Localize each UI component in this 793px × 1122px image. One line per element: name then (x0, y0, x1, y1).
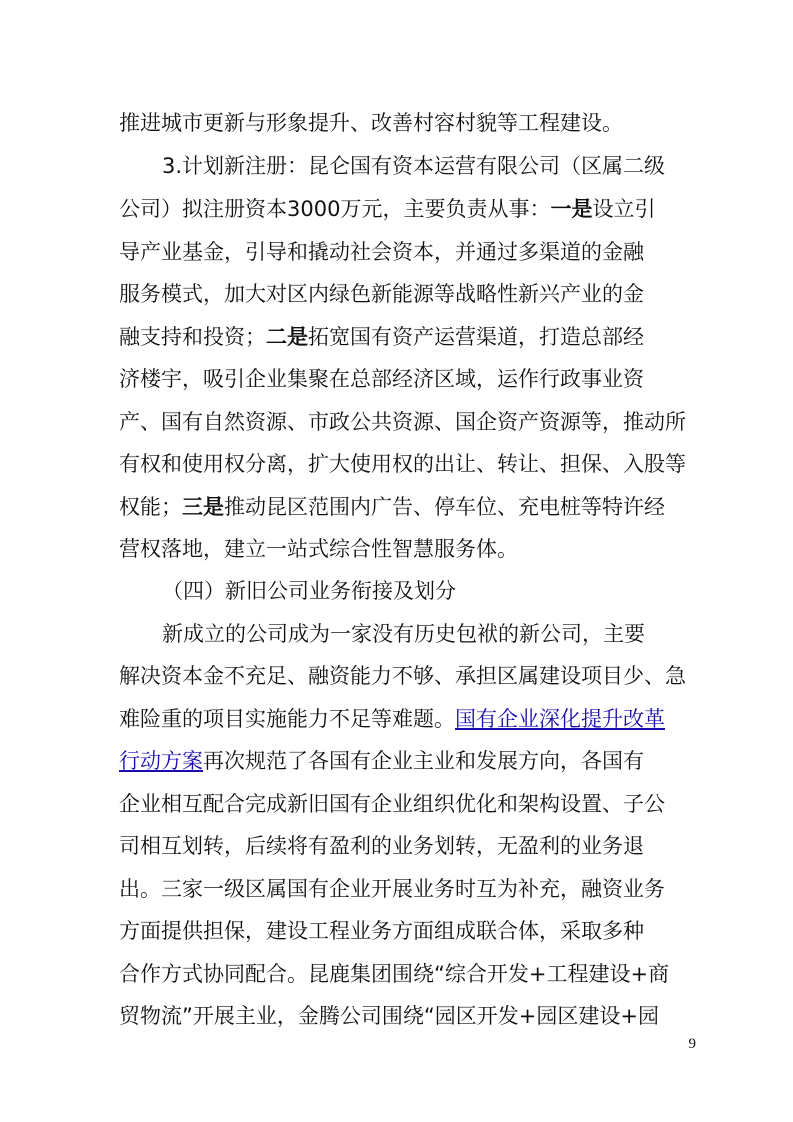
section-heading (0, 570, 793, 612)
text-run: 公司）拟注册资本3000万元，主要负责从事： (119, 197, 551, 221)
bold-marker: 三是 (182, 495, 224, 519)
page-number: 9 (688, 1036, 696, 1052)
text-line (0, 486, 793, 528)
text-line (0, 910, 793, 952)
text-run: 权能； (119, 495, 182, 519)
text-run: 推进城市更新与形象提升、改善村容村貌等工程建设。 (119, 111, 623, 135)
reform-plan-link[interactable]: 行动方案 (119, 749, 203, 773)
text-run: 贸物流”开展主业，金腾公司围绕“园区开发+园区建设+园 (119, 1004, 659, 1028)
text-line (0, 825, 793, 867)
text-line (0, 102, 793, 144)
text-run: 司相互划转，后续将有盈利的业务划转，无盈利的业务退 (119, 834, 644, 858)
text-line (0, 145, 793, 187)
bold-marker: 一是 (550, 197, 593, 221)
text-run: 难险重的项目实施能力不足等难题。 (119, 707, 455, 731)
text-run: 设立引 (592, 197, 656, 221)
text-line (0, 273, 793, 315)
section-heading-text: （四）新旧公司业务衔接及划分 (162, 579, 456, 603)
text-line (0, 655, 793, 697)
text-run: 济楼宇，吸引企业集聚在总部经济区域，运作行政事业资 (119, 367, 644, 391)
text-run: 产、国有自然资源、市政公共资源、国企资产资源等，推动所 (119, 410, 686, 434)
text-line (0, 401, 793, 443)
text-run: 合作方式协同配合。昆鹿集团围绕“综合开发+工程建设+商 (119, 962, 670, 986)
text-run: 出。三家一级区属国有企业开展业务时互为补充，融资业务 (119, 877, 665, 901)
text-run: 营权落地，建立一站式综合性智慧服务体。 (119, 537, 518, 561)
text-line (0, 613, 793, 655)
text-line (0, 528, 793, 570)
text-line (0, 953, 793, 995)
text-line (0, 995, 793, 1037)
text-run: 推动昆区范围内广告、停车位、充电桩等特许经 (224, 495, 665, 519)
bold-marker: 二是 (266, 325, 308, 349)
text-line (0, 316, 793, 358)
text-run: 再次规范了各国有企业主业和发展方向，各国有 (203, 749, 644, 773)
text-line (0, 188, 793, 230)
text-run: 融支持和投资； (119, 325, 266, 349)
text-line (0, 698, 793, 740)
text-line (0, 740, 793, 782)
text-run: 企业相互配合完成新旧国有企业组织优化和架构设置、子公 (119, 792, 665, 816)
text-run: 有权和使用权分离，扩大使用权的出让、转让、担保、入股等 (119, 452, 686, 476)
text-run: 3.计划新注册：昆仑国有资本运营有限公司（区属二级 (162, 154, 666, 178)
text-run: 服务模式，加大对区内绿色新能源等战略性新兴产业的金 (119, 282, 644, 306)
reform-plan-link[interactable]: 国有企业深化提升改革 (455, 707, 665, 731)
text-line (0, 783, 793, 825)
text-line (0, 868, 793, 910)
text-run: 新成立的公司成为一家没有历史包袱的新公司，主要 (162, 622, 645, 646)
text-line (0, 358, 793, 400)
text-run: 导产业基金，引导和撬动社会资本，并通过多渠道的金融 (119, 240, 644, 264)
text-run: 方面提供担保，建设工程业务方面组成联合体，采取多种 (119, 919, 644, 943)
text-line (0, 231, 793, 273)
text-run: 拓宽国有资产运营渠道，打造总部经 (308, 325, 644, 349)
text-run: 解决资本金不充足、融资能力不够、承担区属建设项目少、急 (119, 664, 686, 688)
text-line (0, 443, 793, 485)
